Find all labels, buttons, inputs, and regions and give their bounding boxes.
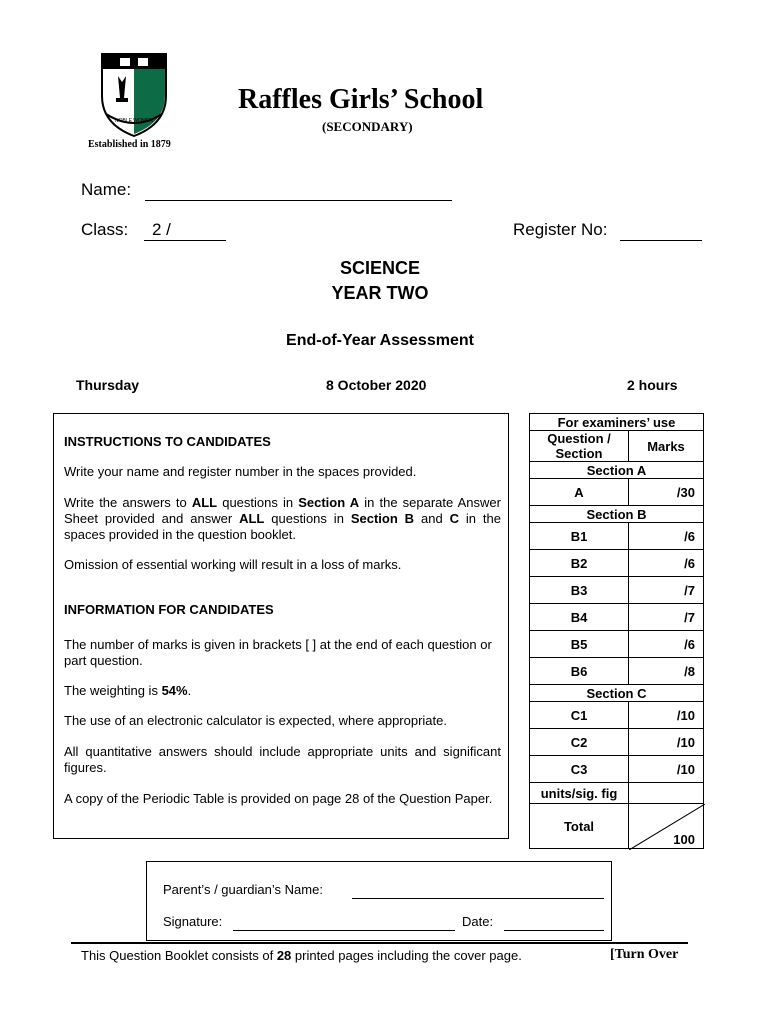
table-row: C1 /10 — [530, 702, 704, 729]
parent-box — [146, 861, 612, 941]
information-heading: INFORMATION FOR CANDIDATES — [64, 602, 274, 617]
footer-pages: This Question Booklet consists of 28 printed pages including the cover page. — [81, 948, 522, 963]
total-value: 100 — [673, 832, 695, 847]
subject-title: SCIENCE — [339, 258, 420, 278]
date-field[interactable] — [504, 930, 604, 931]
info-weighting: The weighting is 54%. — [64, 683, 192, 698]
section-c-label: Section C — [530, 685, 704, 702]
register-label: Register No: — [513, 220, 608, 239]
info-units: All quantitative answers should include appropriate units and significant figures. — [64, 744, 501, 775]
table-row: C2 /10 — [530, 729, 704, 756]
name-field[interactable] — [145, 182, 452, 201]
footer-rule — [71, 942, 688, 944]
turn-over: [Turn Over — [610, 947, 679, 962]
school-subtitle: (SECONDARY) — [322, 119, 413, 134]
examiners-title: For examiners’ use — [530, 414, 704, 431]
class-value: 2 / — [152, 220, 171, 239]
table-row — [530, 804, 704, 849]
parent-name-field[interactable] — [352, 898, 604, 899]
date-label: Date: — [462, 914, 494, 929]
exam-day: Thursday — [76, 377, 140, 393]
exam-duration: 2 hours — [627, 377, 678, 393]
established-text: Established in 1879 — [88, 139, 171, 150]
svg-text:NOBLE WOMEN: NOBLE WOMEN — [114, 118, 154, 124]
section-a-label: Section A — [530, 462, 704, 479]
table-row: B3 /7 — [530, 577, 704, 604]
section-b-label: Section B — [530, 506, 704, 523]
class-label: Class: — [81, 220, 129, 239]
signature-field[interactable] — [233, 930, 455, 931]
table-row: B2 /6 — [530, 550, 704, 577]
table-row: B1 /6 — [530, 523, 704, 550]
school-name: Raffles Girls’ School — [238, 84, 484, 115]
info-calculator: The use of an electronic calculator is expected, where appropriate. — [64, 713, 447, 728]
instruction-working: Omission of essential working will result in a loss of marks. — [64, 557, 402, 572]
instruction-sections: Write the answers to ALL questions in Section A in the separate Answer Sheet provided and answer ALL questions in Section B and C in the spaces provided in the question booklet. — [64, 495, 501, 542]
info-periodic-table: A copy of the Periodic Table is provided on page 28 of the Question Paper. — [64, 791, 493, 806]
table-row: B5 /6 — [530, 631, 704, 658]
exam-date: 8 October 2020 — [326, 377, 427, 393]
instructions-box — [53, 413, 509, 839]
table-row: B6 /8 — [530, 658, 704, 685]
units-label: units/sig. fig — [530, 783, 629, 804]
table-row: B4 /7 — [530, 604, 704, 631]
class-field[interactable] — [144, 222, 226, 241]
col-marks: Marks — [629, 431, 704, 462]
instructions-heading: INSTRUCTIONS TO CANDIDATES — [64, 434, 271, 449]
table-row — [530, 783, 704, 804]
instruction-name: Write your name and register number in the spaces provided. — [64, 464, 417, 479]
info-marks: The number of marks is given in brackets [ ] at the end of each question or part question. — [64, 637, 492, 668]
year-title: YEAR TWO — [331, 283, 429, 303]
total-label: Total — [530, 804, 629, 849]
total-cell — [629, 804, 704, 849]
signature-label: Signature: — [163, 914, 223, 929]
school-crest — [98, 52, 170, 138]
table-row: A /30 — [530, 479, 704, 506]
table-row: C3 /10 — [530, 756, 704, 783]
examiners-table — [529, 413, 704, 849]
name-label: Name: — [81, 180, 132, 199]
col-question: Question / Section — [530, 431, 629, 462]
assessment-title: End-of-Year Assessment — [286, 332, 474, 349]
parent-name-label: Parent’s / guardian’s Name: — [163, 882, 323, 897]
register-field[interactable] — [620, 222, 702, 241]
